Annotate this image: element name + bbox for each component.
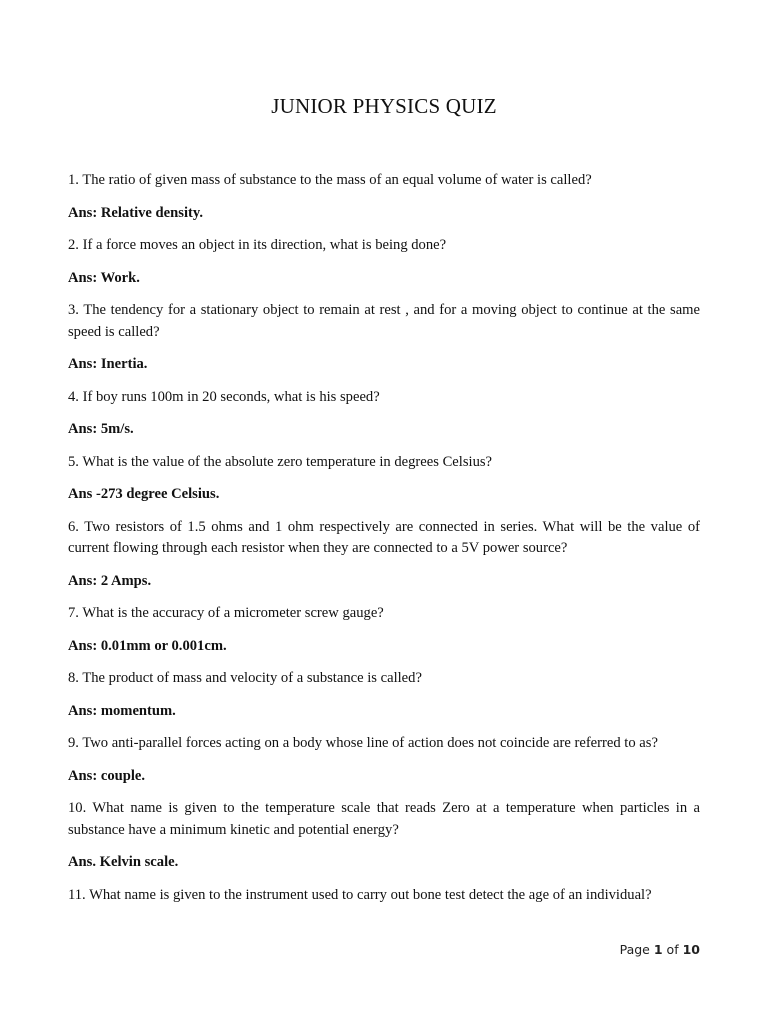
- question-5: 5. What is the value of the absolute zero temperature in degrees Celsius?: [68, 453, 493, 470]
- question-10: 10. What name is given to the temperature scale that reads Zero at a temperature when particles in a substance have a minimum kinetic and potential energy?: [68, 800, 700, 838]
- current-page-number: 1: [653, 942, 663, 957]
- answer-8: Ans: momentum.: [68, 702, 176, 719]
- question-6: 6. Two resistors of 1.5 ohms and 1 ohm respectively are connected in series. What will be the value of current flowing through each resistor when they are connected to a 5V power source?: [68, 518, 700, 556]
- answer-4: Ans: 5m/s.: [68, 421, 134, 437]
- page-title: JUNIOR PHYSICS QUIZ: [271, 94, 497, 118]
- answer-6: Ans: 2 Amps.: [68, 572, 152, 589]
- question-8: 8. The product of mass and velocity of a substance is called?: [68, 670, 422, 686]
- question-1: 1. The ratio of given mass of substance to the mass of an equal volume of water is called?: [68, 172, 592, 188]
- question-4: 4. If boy runs 100m in 20 seconds, what is his speed?: [68, 388, 380, 405]
- page-word: Page: [619, 942, 650, 957]
- question-11: 11. What name is given to the instrument used to carry out bone test detect the age of an individual?: [68, 886, 652, 903]
- answer-1: Ans: Relative density.: [68, 204, 203, 221]
- answer-10: Ans. Kelvin scale.: [68, 854, 179, 870]
- answer-3: Ans: Inertia.: [68, 356, 148, 372]
- question-2: 2. If a force moves an object in its direction, what is being done?: [68, 237, 447, 253]
- answer-2: Ans: Work.: [68, 269, 140, 286]
- answer-7: Ans: 0.01mm or 0.001cm.: [68, 637, 227, 654]
- question-3: 3. The tendency for a stationary object to remain at rest , and for a moving object to continue at the same speed is called?: [68, 302, 700, 340]
- answer-5: Ans -273 degree Celsius.: [68, 486, 220, 502]
- question-7: 7. What is the accuracy of a micrometer screw gauge?: [68, 605, 384, 621]
- total-pages-number: 10: [682, 942, 700, 957]
- answer-9: Ans: couple.: [68, 767, 146, 784]
- of-word: of: [666, 942, 679, 957]
- qa-list: [68, 170, 700, 917]
- question-9: 9. Two anti-parallel forces acting on a body whose line of action does not coincide are referred to as?: [68, 735, 658, 751]
- page-number-footer: [620, 942, 700, 957]
